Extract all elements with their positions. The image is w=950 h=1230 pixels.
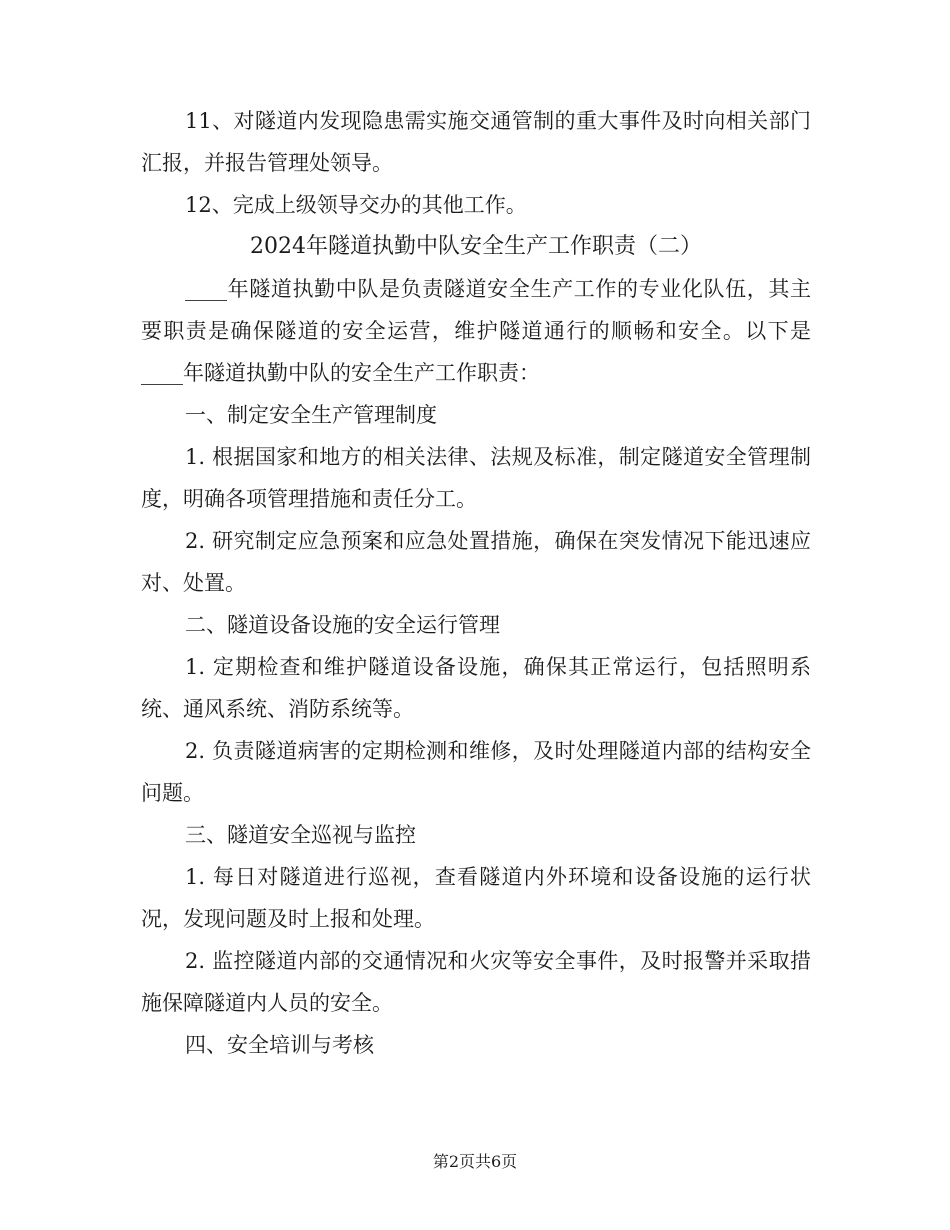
paragraph: 1. 根据国家和地方的相关法律、法规及标准，制定隧道安全管理制度，明确各项管理措施和责任分工。 [141, 445, 811, 511]
paragraph: 2. 监控隧道内部的交通情况和火灾等安全事件，及时报警并采取措施保障隧道内人员的安全。 [141, 949, 811, 1015]
section-heading: 二、隧道设备设施的安全运行管理 [185, 613, 500, 637]
paragraph: ____年隧道执勤中队是负责隧道安全生产工作的专业化队伍，其主要职责是确保隧道的安全运营，维护隧道通行的顺畅和安全。以下是____年隧道执勤中队的安全生产工作职责： [141, 277, 811, 385]
section-heading: 一、制定安全生产管理制度 [185, 403, 437, 427]
paragraph: 2. 负责隧道病害的定期检测和维修，及时处理隧道内部的结构安全问题。 [141, 739, 811, 805]
section-heading: 四、安全培训与考核 [185, 1033, 374, 1057]
section-title: 2024年隧道执勤中队安全生产工作职责（二） [250, 234, 702, 259]
document-body [141, 100, 811, 1066]
paragraph: 12、完成上级领导交办的其他工作。 [185, 193, 527, 217]
page-footer: 第2页共6页 [432, 1152, 518, 1171]
paragraph: 11、对隧道内发现隐患需实施交通管制的重大事件及时向相关部门汇报，并报告管理处领导。 [141, 109, 811, 175]
paragraph: 1. 定期检查和维护隧道设备设施，确保其正常运行，包括照明系统、通风系统、消防系统等。 [141, 655, 811, 721]
section-heading: 三、隧道安全巡视与监控 [185, 823, 416, 847]
paragraph: 1. 每日对隧道进行巡视，查看隧道内外环境和设备设施的运行状况，发现问题及时上报和处理。 [141, 865, 811, 931]
paragraph: 2. 研究制定应急预案和应急处置措施，确保在突发情况下能迅速应对、处置。 [141, 529, 811, 595]
